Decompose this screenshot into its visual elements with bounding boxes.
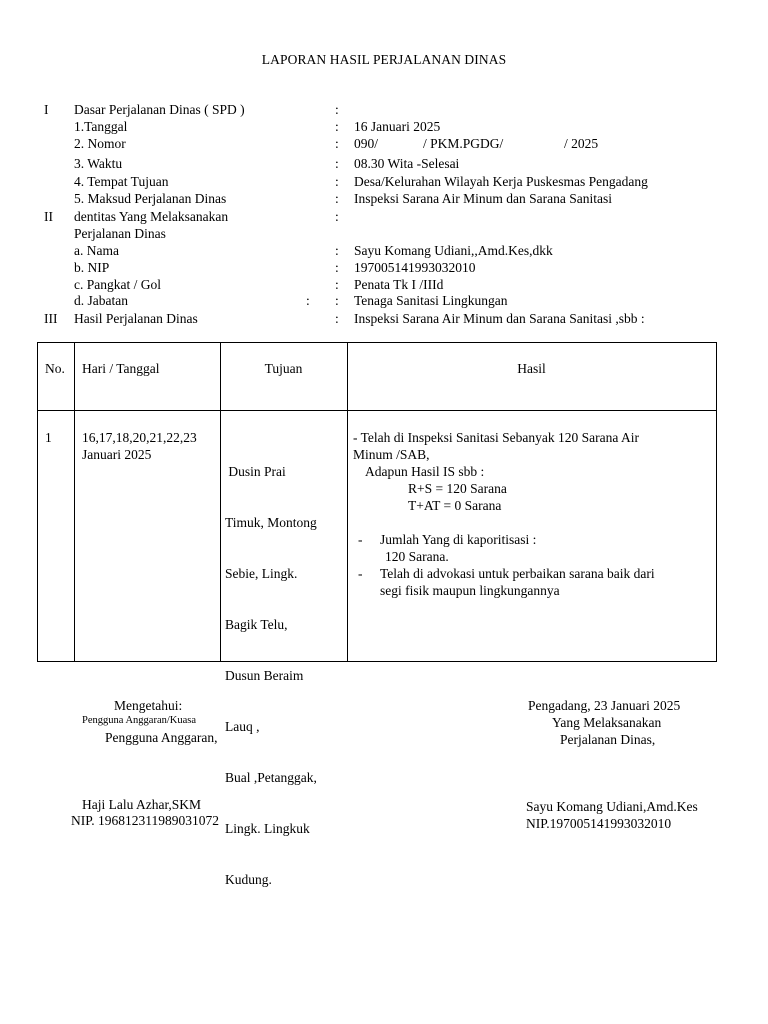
- table-divider: [220, 343, 221, 661]
- field-value-maksud: Inspeksi Sarana Air Minum dan Sarana Sanitasi: [354, 191, 612, 206]
- signature-left-role: Pengguna Anggaran,: [105, 730, 218, 745]
- table-header-purpose: Tujuan: [264, 361, 303, 376]
- table-divider: [38, 410, 716, 411]
- colon: :: [335, 119, 339, 134]
- field-value-waktu: 08.30 Wita -Selesai: [354, 156, 460, 171]
- colon: :: [335, 174, 339, 189]
- table-cell-date-line: Januari 2025: [82, 447, 152, 462]
- field-label-jabatan: d. Jabatan: [74, 293, 128, 308]
- result-line: T+AT = 0 Sarana: [408, 498, 502, 513]
- field-value-pangkat: Penata Tk I /IIId: [354, 277, 444, 292]
- colon: :: [335, 293, 339, 308]
- table-cell-purpose-line: Lingk. Lingkuk: [225, 821, 310, 836]
- colon: :: [335, 156, 339, 171]
- table-cell-purpose-line: Dusin Prai: [225, 464, 286, 479]
- field-label-nomor: 2. Nomor: [74, 136, 126, 151]
- result-item-text: Telah di advokasi untuk perbaikan sarana baik dari: [380, 566, 655, 581]
- result-item-text-cont: 120 Sarana.: [385, 549, 449, 564]
- table-cell-no: 1: [45, 430, 52, 445]
- field-value-nomor-c: / 2025: [564, 136, 599, 151]
- signature-left-name: Haji Lalu Azhar,SKM: [82, 797, 202, 812]
- field-value-tanggal: 16 Januari 2025: [354, 119, 441, 134]
- signature-right-place-date: Pengadang, 23 Januari 2025: [528, 698, 681, 713]
- field-label-nama: a. Nama: [74, 243, 119, 258]
- table-divider: [347, 343, 348, 661]
- result-line: Adapun Hasil IS sbb :: [365, 464, 485, 479]
- field-value-nomor-a: 090/: [354, 136, 379, 151]
- signature-left-role-small: Pengguna Anggaran/Kuasa: [82, 715, 197, 726]
- table-cell-purpose-line: Sebie, Lingk.: [225, 566, 298, 581]
- section-2-label-cont: Perjalanan Dinas: [74, 226, 166, 241]
- signature-right-name: Sayu Komang Udiani,Amd.Kes: [526, 799, 698, 814]
- result-item-text-cont: segi fisik maupun lingkungannya: [380, 583, 560, 598]
- section-3-value: Inspeksi Sarana Air Minum dan Sarana Sanitasi ,sbb :: [354, 311, 645, 326]
- colon: :: [335, 191, 339, 206]
- signature-right-nip: NIP.197005141993032010: [526, 816, 672, 831]
- colon: :: [335, 102, 339, 117]
- section-2-label: dentitas Yang Melaksanakan: [74, 209, 229, 224]
- colon: :: [335, 243, 339, 258]
- field-value-nama: Sayu Komang Udiani,,Amd.Kes,dkk: [354, 243, 553, 258]
- signature-left-heading: Mengetahui:: [114, 698, 183, 713]
- table-cell-date: [82, 429, 197, 463]
- section-1-number: I: [44, 102, 49, 117]
- result-spacer: [353, 514, 713, 531]
- table-header-date: Hari / Tanggal: [82, 361, 160, 376]
- table-cell-result: [353, 429, 713, 599]
- field-label-waktu: 3. Waktu: [74, 156, 123, 171]
- result-list-item: [353, 531, 713, 548]
- signature-right-role-cont: Perjalanan Dinas,: [560, 732, 656, 747]
- table-header-no: No.: [45, 361, 65, 376]
- field-value-nip: 197005141993032010: [354, 260, 476, 275]
- signature-right-role: Yang Melaksanakan: [552, 715, 662, 730]
- table-cell-date-line: 16,17,18,20,21,22,23: [82, 430, 197, 445]
- section-2-number: II: [44, 209, 53, 224]
- table-cell-purpose-line: Dusun Beraim: [225, 668, 304, 683]
- field-value-jabatan: Tenaga Sanitasi Lingkungan: [354, 293, 508, 308]
- result-item-text: Jumlah Yang di kaporitisasi :: [380, 532, 537, 547]
- result-line: R+S = 120 Sarana: [408, 481, 507, 496]
- result-line: - Telah di Inspeksi Sanitasi Sebanyak 120 Sarana Air: [353, 430, 639, 445]
- bullet: -: [358, 532, 363, 547]
- table-cell-purpose-line: Kudung.: [225, 872, 272, 887]
- result-line: Minum /SAB,: [353, 447, 430, 462]
- field-value-tempat-tujuan: Desa/Kelurahan Wilayah Kerja Puskesmas Pengadang: [354, 174, 648, 189]
- bullet: -: [358, 566, 363, 581]
- field-label-maksud: 5. Maksud Perjalanan Dinas: [74, 191, 227, 206]
- table-cell-purpose-line: Lauq ,: [225, 719, 260, 734]
- section-1-label: Dasar Perjalanan Dinas ( SPD ): [74, 102, 245, 117]
- table-cell-purpose-line: Timuk, Montong: [225, 515, 317, 530]
- document-title: LAPORAN HASIL PERJALANAN DINAS: [261, 52, 507, 67]
- section-3-label: Hasil Perjalanan Dinas: [74, 311, 198, 326]
- colon: :: [335, 260, 339, 275]
- section-3-number: III: [44, 311, 58, 326]
- table-cell-purpose: [225, 429, 317, 922]
- field-value-nomor-b: / PKM.PGDG/: [423, 136, 504, 151]
- table-cell-purpose-line: Bagik Telu,: [225, 617, 288, 632]
- colon: :: [335, 277, 339, 292]
- colon: :: [335, 209, 339, 224]
- field-label-tanggal: 1.Tanggal: [74, 119, 128, 134]
- result-list-item: [353, 565, 713, 582]
- table-cell-purpose-line: Bual ,Petanggak,: [225, 770, 317, 785]
- field-label-nip: b. NIP: [74, 260, 110, 275]
- colon-extra: :: [306, 293, 310, 308]
- colon: :: [335, 311, 339, 326]
- colon: :: [335, 136, 339, 151]
- signature-left-nip: NIP. 196812311989031072: [71, 813, 220, 828]
- field-label-tempat-tujuan: 4. Tempat Tujuan: [74, 174, 169, 189]
- table-divider: [74, 343, 75, 661]
- table-header-result: Hasil: [517, 361, 546, 376]
- field-label-pangkat: c. Pangkat / Gol: [74, 277, 161, 292]
